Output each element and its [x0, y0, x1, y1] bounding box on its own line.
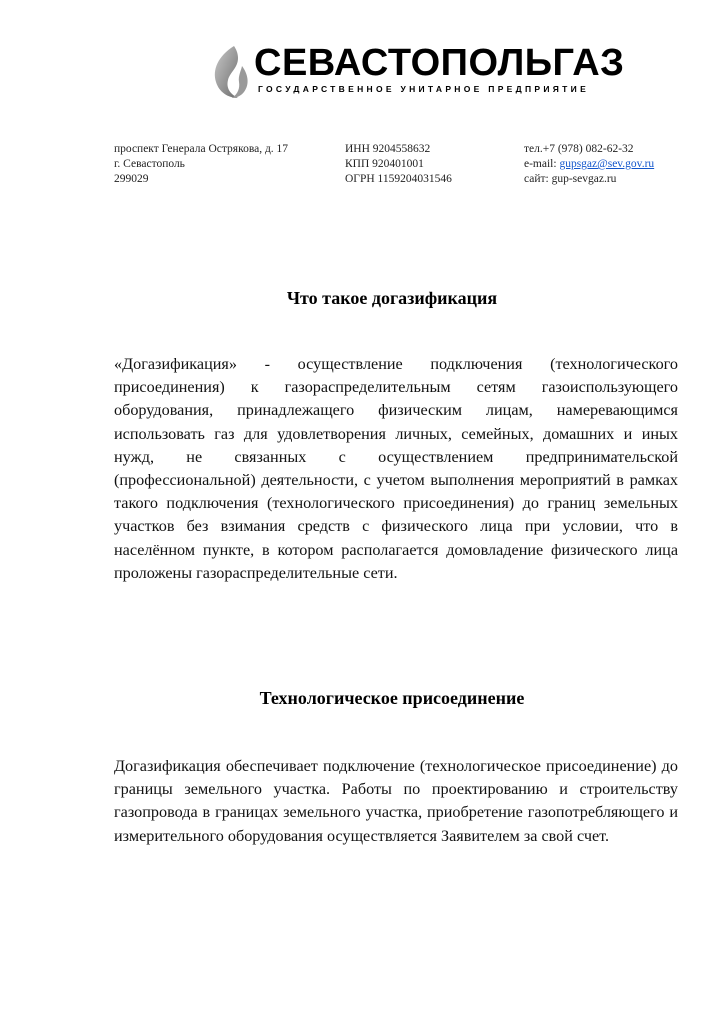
email-link[interactable]: gupsgaz@sev.gov.ru — [559, 158, 655, 170]
email-label: e-mail: — [524, 158, 560, 170]
section-text: Догазификация обеспечивает подключение (технологическое присоединение) до границы земельного участка. Работы по проектированию и строительству газопровода в границах земельного участка, приобретение газопотребляющего и измерительного оборудования осуществляется Заявителем за свой счет. — [114, 757, 678, 845]
requisites-column — [345, 142, 452, 187]
address-line: 299029 — [114, 173, 149, 185]
address-column — [114, 142, 288, 187]
company-name: СЕВАСТОПОЛЬГАЗ — [254, 42, 625, 84]
requisite-line: ИНН 9204558632 — [345, 143, 431, 155]
flame-icon — [208, 44, 252, 100]
phone: тел.+7 (978) 082-62-32 — [524, 143, 634, 155]
address-line: г. Севастополь — [114, 158, 185, 170]
address-line: проспект Генерала Острякова, д. 17 — [114, 143, 289, 155]
company-subtitle: ГОСУДАРСТВЕННОЕ УНИТАРНОЕ ПРЕДПРИЯТИЕ — [258, 84, 590, 94]
requisite-line: КПП 920401001 — [345, 158, 424, 170]
company-logo — [208, 40, 668, 100]
section-title: Технологическое присоединение — [259, 688, 525, 708]
requisite-line: ОГРН 1159204031546 — [345, 173, 452, 185]
website: сайт: gup-sevgaz.ru — [524, 173, 617, 185]
contact-column — [524, 142, 654, 187]
email-line — [524, 157, 654, 172]
section-text: «Догазификация» - осуществление подключения (технологического присоединения) к газораспределительным сетям газоиспользующего оборудования, принадлежащего физическим лицам, намеревающимся использовать газ для удовлетворения личных, семейных, домашних и иных нужд, не связанных с осуществлением предпринимательской (профессиональной) деятельности, с учетом выполнения мероприятий в рамках такого подключения (технологического присоединения) до границ земельных участков без взимания средств с физического лица при условии, что в населённом пункте, в котором располагается домовладение физического лица проложены газораспределительные сети. — [114, 355, 678, 582]
section-title: Что такое догазификация — [286, 288, 498, 308]
